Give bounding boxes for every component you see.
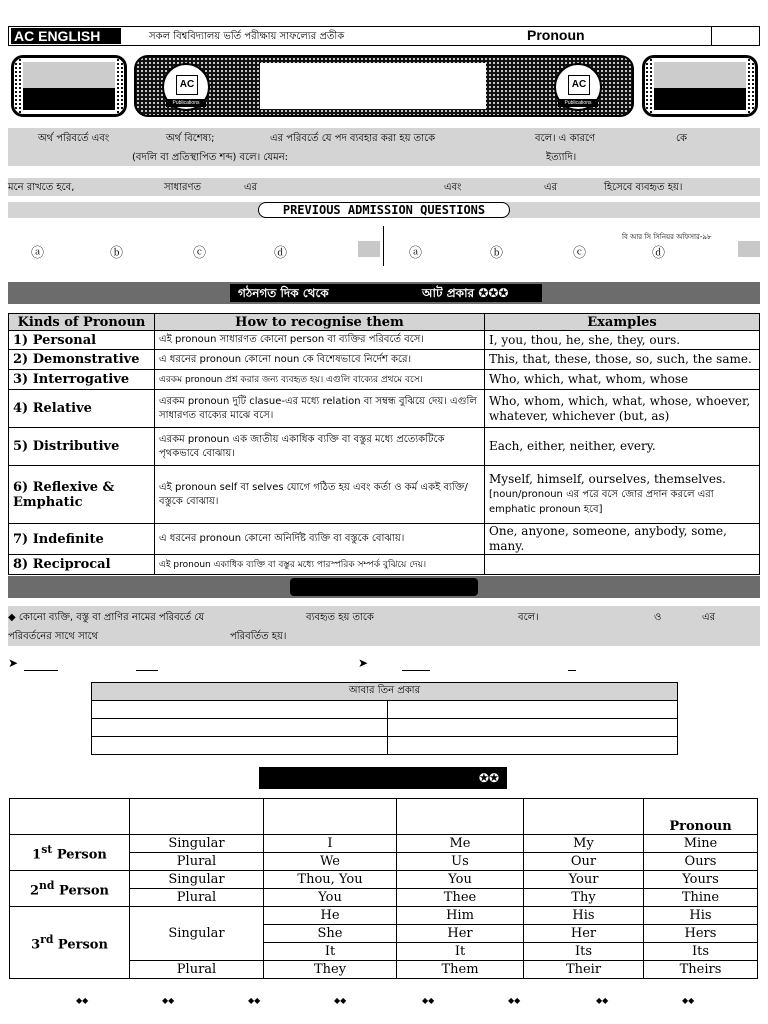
kinds-of-pronoun-table — [8, 313, 760, 575]
table-row: 2nd Person Singular Thou, You You Your Yours — [10, 871, 758, 889]
three-types-header: আবার তিন প্রকার — [92, 683, 678, 701]
table-row: 3rd Person Singular He Him His His — [10, 907, 758, 925]
header-divider — [711, 27, 712, 45]
table-row: 4) Relative এরকম pronoun দুটি clasue-এর মধ্যে relation বা সম্বন্ধ বুঝিয়ে দেয়। এগুলি সাধারণত বাক্যের মাঝে বসে। Who, whom, which, what, whose, whoever, whatever, whichever (but, as) — [9, 390, 760, 428]
table-row: 8) Reciprocal এই pronoun একাধিক ব্যক্তি বা বস্তুর মধ্যে পারস্পরিক সম্পর্ক বুঝিয়ে দেয়। — [9, 555, 760, 575]
table-row: Plural They Them Their Theirs — [10, 961, 758, 979]
person-pronoun-table — [9, 798, 758, 979]
banner-center — [134, 55, 634, 117]
diamond-icon: ◆◆ — [76, 996, 89, 1005]
question-divider — [383, 226, 384, 266]
table-row: Plural You Thee Thy Thine — [10, 889, 758, 907]
blank-line — [402, 670, 430, 671]
option-d[interactable]: ⓓ — [274, 246, 288, 261]
personal-pronoun-bar — [8, 576, 760, 598]
banner-right-panel — [642, 55, 758, 117]
diamond-icon: ◆◆ — [422, 996, 435, 1005]
kinds-bar-right: আট প্রকার ✪✪✪ — [422, 286, 509, 300]
pronoun-col-header: Pronoun — [644, 799, 758, 835]
arrow-marker: ➤ — [358, 656, 369, 670]
kinds-section-bar — [8, 282, 760, 304]
kinds-bar-left: গঠনগত দিক থেকে — [238, 286, 329, 300]
table-row: 3) Interrogative এরকম pronoun প্রশ্ন করার জন্য ব্যবহৃত হয়। এগুলি বাক্যের প্রথমে বসে। Who, which, what, whom, whose — [9, 370, 760, 390]
option-a[interactable]: ⓐ — [409, 246, 423, 261]
answer-box-2 — [738, 241, 760, 257]
option-a[interactable]: ⓐ — [31, 246, 45, 261]
diamond-icon: ◆◆ — [508, 996, 521, 1005]
remember-note: মনে রাখতে হবে, সাধারণত এর এবং এর হিসেবে ব্যবহৃত হয়। — [8, 178, 760, 196]
table-row: She Her Her Hers — [10, 925, 758, 943]
three-types-table — [91, 682, 678, 755]
diamond-icon: ◆◆ — [596, 996, 609, 1005]
personal-definition: ◆ কোনো ব্যক্তি, বস্তু বা প্রাণির নামের পরিবর্তে যে ব্যবহৃত হয় তাকে বলে। ও এর পরিবর্তনের সাথে সাথে পরিবর্তিত হয়। — [8, 606, 760, 646]
col-header-kind: Kinds of Pronoun — [9, 314, 155, 331]
table-row: 1st Person Singular I Me My Mine — [10, 835, 758, 853]
publisher-logo-right: AC Publications — [554, 63, 602, 111]
diamond-icon: ◆◆ — [162, 996, 175, 1005]
intro-definition: অর্থ পরিবর্তে এবং অর্থ বিশেষ্য; এর পরিবর্তে যে পদ ব্যবহার করা হয় তাকে বলে। এ কারণে কে (বদলি বা প্রতিস্থাপিত শব্দ) বলে। যেমন: ইত্যাদি। — [8, 128, 760, 166]
col-header-how: How to recognise them — [155, 314, 485, 331]
blank-line — [568, 670, 576, 671]
table-row: 1) Personal এই pronoun সাধারণত কোনো person বা ব্যক্তির পরিবর্তে বসে। I, you, thou, he, she, they, ours. — [9, 331, 760, 350]
table-row: 6) Reflexive & Emphatic এই pronoun self বা selves যোগে গঠিত হয় এবং কর্তা ও কর্ম একই ব্যক্তি/বস্তুকে বোঝায়। Myself, himself, ourselves, themselves. [noun/pronoun এর পরে বসে জোর প্রদান করলে এরা emphatic pronoun হবে] — [9, 466, 760, 524]
table-row: Plural We Us Our Ours — [10, 853, 758, 871]
blank-line — [136, 670, 158, 671]
diamond-icon: ◆◆ — [334, 996, 347, 1005]
option-c[interactable]: ⓒ — [573, 246, 587, 261]
arrow-marker: ➤ — [8, 656, 19, 670]
table-row: It It Its Its — [10, 943, 758, 961]
table-row: 2) Demonstrative এ ধরনের pronoun কোনো noun কে বিশেষভাবে নির্দেশ করে। This, that, these, those, so, such, the same. — [9, 350, 760, 370]
publisher-logo-left: AC Publications — [162, 63, 210, 111]
person-section-title: ✪✪ — [259, 767, 507, 789]
diamond-icon: ◆◆ — [682, 996, 695, 1005]
option-b[interactable]: ⓑ — [110, 246, 124, 261]
table-row: 5) Distributive এরকম pronoun এক জাতীয় একাধিক ব্যক্তি বা বস্তুর মধ্যে প্রত্যেকটিকে পৃথকভাবে বোঝায়। Each, either, neither, every. — [9, 428, 760, 466]
banner-title-box — [260, 63, 486, 109]
col-header-examples: Examples — [485, 314, 760, 331]
page-topic: Pronoun — [527, 27, 585, 43]
question-source: বি আর সি সিনিয়র অফিসার-৯৮ — [622, 233, 712, 241]
option-b[interactable]: ⓑ — [490, 246, 504, 261]
brand-label: AC ENGLISH — [11, 28, 121, 44]
option-d[interactable]: ⓓ — [652, 246, 666, 261]
header-strip — [8, 26, 760, 46]
prev-questions-title: PREVIOUS ADMISSION QUESTIONS — [258, 202, 510, 218]
banner-left-panel — [11, 55, 127, 117]
option-c[interactable]: ⓒ — [193, 246, 207, 261]
tagline: সকল বিশ্ববিদ্যালয় ভর্তি পরীক্ষায় সাফল্যের প্রতীক — [149, 31, 345, 42]
answer-box-1 — [358, 241, 380, 257]
table-row: 7) Indefinite এ ধরনের pronoun কোনো অনির্দিষ্ট ব্যক্তি বা বস্তুকে বোঝায়। One, anyone, someone, anybody, some, many. — [9, 524, 760, 555]
blank-line — [24, 670, 58, 671]
diamond-icon: ◆◆ — [248, 996, 261, 1005]
